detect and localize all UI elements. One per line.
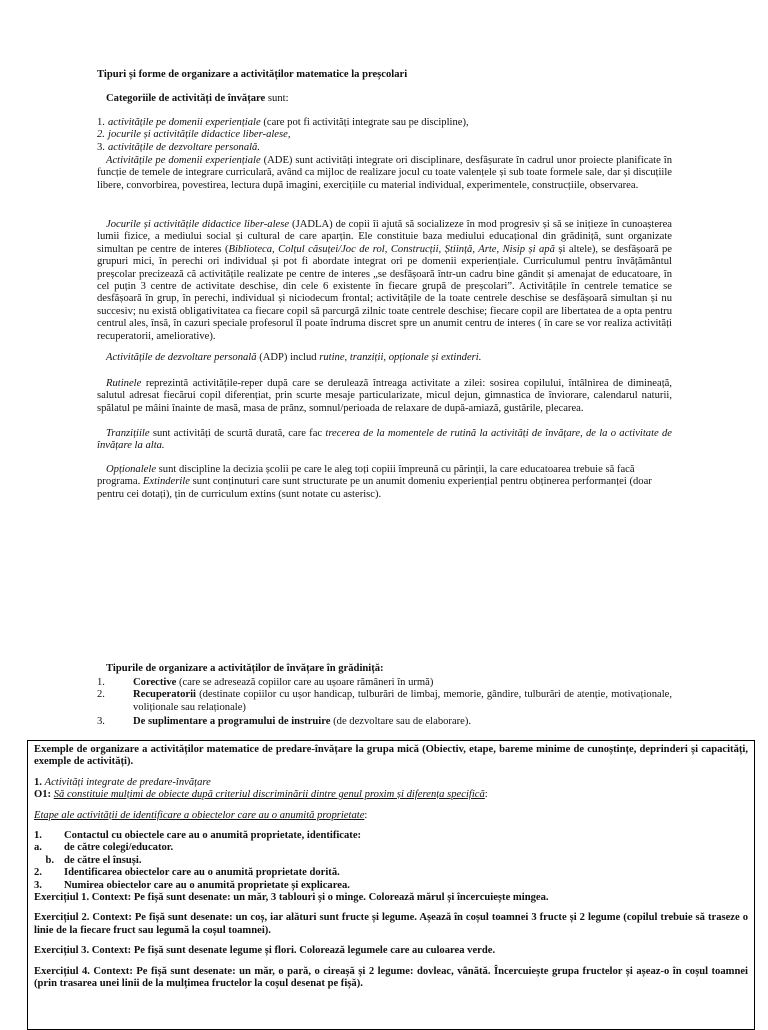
step-text: Numirea obiectelor care au o anumită proprietate și explicarea. [64,879,350,891]
step-number: a. [34,842,42,854]
paragraph-text: sunt activități de scurtă durată, care fac [149,428,326,439]
step-item [34,855,748,867]
list-number: 2. [97,689,105,701]
paragraph-lead: Opționalele [106,464,157,475]
box-subheading [34,777,748,789]
step-text: de către colegi/educator. [64,842,174,854]
box-heading: Exemple de organizare a activităților matematice de predare-învățare la grupa mică (Obiectiv, etape, bareme minime de cunoștințe, deprinderi și capacități, exemple de activități). [34,744,748,768]
paragraph-text: și altele), se desfășoară pe grupuri mici, în perechi ori individual și pot fi abordate integrat ori pe domenii experiențiale. Curriculumul pentru învățământul preșcolar precizează că activitățile realizate pe centre de interes „se desfășoară într-un cadru bine gândit și amenajat de educatoare, în cel puțin 3 centre de activitate deschise, din cele 6 existente în fiecare grupă de preșcolari”. Activitățile în centrele tematice se desfășoară în grup, în perechi, individual și niciodecum frontal; activitățile de la toate centrele deschise se desfășoară simultan și nu succesiv; nu există obligativitatea ca fiecare copil să parcurgă zilnic toate centrele deschise; fiecare copil are libertatea de a opta pentru centrul ales, însă, în cazuri speciale profesorul îl poate îndruma discret spre un anumit centru de interes ( în care se vor realiza activități recuperatorii, ameliorative). [97,243,672,342]
paragraph-adp [97,352,672,364]
step-number: 3. [34,879,42,891]
list-number: 2. [97,129,105,141]
list-item-rest: (destinate copiilor cu ușor handicap, tulburări de limbaj, memorie, gândire, tulburări de atenție, motivaționale, voliționale sau relaționale) [133,689,672,713]
step-number: 1. [34,830,42,842]
step-item [34,830,748,842]
categories-heading-rest: sunt: [265,93,289,104]
paragraph-text: sunt discipline la decizia școlii pe care le aleg toți copiii împreună cu părinții, la care educatoarea trebuie să facă programa. [97,464,635,488]
exercise: Exercițiul 2. Context: Pe fișă sunt desenate: un coș, iar alături sunt fructe și legume. Așează în coșul toamnei 3 fructe și 2 legume (copilul trebuie să traseze o linie de la fiecare fruct sau legumă la coșul toamnei). [34,912,748,936]
paragraph-italic: trecerea de la momentele de rutină la activități de învățare, de la o activitate de învățare la alta. [97,428,672,452]
list-item-italic: activitățile de dezvoltare personală. [108,141,261,153]
list-item-rest: (de dezvoltare sau de elaborare). [330,716,472,728]
paragraph-text: sunt conținuturi care sunt structurate pe un anumit domeniu experiențial pentru obținerea performanței (doar pentru cei dotați), țin de curriculum extins (sunt notate cu asterisc). [97,476,652,500]
exercise: Exercițiul 3. Context: Pe fișă sunt desenate legume și flori. Colorează legumele care au culoarea verde. [34,945,496,957]
example-box [27,740,755,1030]
list-item-rest: (care pot fi activități integrate sau pe discipline), [260,117,469,128]
paragraph-lead: Jocurile și activitățile didactice liber-alese [106,219,290,230]
paragraph-text: (ADE) sunt activități integrate ori disciplinare, desfășurate în cadrul unor proiecte planificate în funcție de temele de integrare curriculară, având ca mijloc de realizare jocul cu toate valențele și sub toate formele sale, dar și discuțiile libere, convorbirea, povestirea, lectura după imagini, exercițiile cu material individual, experimentele, construcțiile, observarea. [97,155,672,191]
paragraph-centers: Biblioteca, Colțul căsuței/Joc de rol, Construcții, Știință, Arte, Nisip și apă [228,243,555,255]
paragraph-items: rutine, tranziții, opționale și extinderi. [319,352,482,363]
step-text: de către el însuși. [64,854,142,866]
page-title: Tipuri și forme de organizare a activităților matematice la preșcolari [97,69,408,80]
list-item [97,689,672,714]
categories-heading-bold: Categoriile de activități de învățare [106,93,266,104]
step-text: Identificarea obiectelor care au o anumită proprietate dorită. [64,867,340,879]
paragraph-optionale [97,464,672,501]
paragraph-tranzitii [97,428,672,453]
steps-list [34,830,748,892]
paragraph-lead: Rutinele [106,378,142,389]
paragraph-lead: Activitățile pe domenii experiențiale [106,155,261,166]
step-number: 2. [34,867,42,879]
etape-line [34,810,748,822]
exercise: Exercițiul 4. Context: Pe fișă sunt desenate: un măr, o pară, o cireașă și 2 legume: dovleac, vânătă. Încercuiește grupa fructelor și așeaz-o în coșul toamnei (prin trasarea unei linii de la mulțimea fructelor la coșul desenat pe fișă). [34,965,748,990]
objective-line [34,789,748,801]
list-number: 3. [97,141,105,153]
forms-heading: Tipurile de organizare a activităților de învățare în grădiniță: [106,663,384,674]
paragraph-lead: Tranzițiile [106,428,150,439]
category-list [97,117,672,154]
objective-text: Să constituie mulțimi de obiecte după criteriul discriminării dintre genul proxim și diferența specifică [53,789,485,801]
paragraph-text: (ADP) includ [256,352,320,363]
paragraph-text: (JADLA) de copii îi ajută să socializeze în mod progresiv și să se inițieze în cunoașterea lumii fizice, a mediului social și cultural de care aparțin. Ele constituie baza mediului educațional din grădiniță, sunt organizate simultan pe centre de interes ( [97,219,672,255]
etape-end: : [364,809,368,821]
list-item [97,716,672,728]
forms-list [97,677,672,729]
list-item [97,142,672,154]
step-item [34,880,748,892]
list-number: 1. [97,677,105,688]
box-subheading-text: Activități integrate de predare-învățare [44,776,211,788]
paragraph-jadla [97,219,672,343]
categories-heading [97,93,681,105]
step-number: b. [45,854,54,866]
step-item [34,867,748,879]
objective-label: O1: [34,789,52,801]
box-subheading-number: 1. [34,776,42,788]
list-item-italic: jocurile și activitățile didactice liber-alese, [108,129,291,141]
list-item-italic: activitățile pe domenii experiențiale [108,117,261,128]
objective-end: : [484,789,488,801]
paragraph-lead-2: Extinderile [142,476,190,488]
list-number: 3. [97,716,105,728]
step-text: Contactul cu obiectele care au o anumită proprietate, identificate: [64,830,362,842]
exercise: Exercițiul 1. Context: Pe fișă sunt desenate: un măr, 3 tablouri și o minge. Colorează mărul și încercuiește mingea. [34,892,549,904]
paragraph-ade [97,155,672,192]
list-item-bold: Recuperatorii [133,689,196,701]
list-item-bold: De suplimentare a programului de instruire [133,716,331,728]
list-item [97,129,672,141]
paragraph-lead: Activitățile de dezvoltare personală [106,352,257,363]
list-item-bold: Corective [133,677,177,688]
paragraph-rutine [97,378,672,415]
list-number: 1. [97,117,105,128]
list-item-rest: (care se adresează copiilor care au ușoare rămâneri în urmă) [176,677,434,688]
paragraph-text: reprezintă activitățile-reper după care se derulează întreaga activitate a zilei: sosirea copilului, întâlnirea de dimineață, salutul adresat fiecărui copil diferențiat, prin scurte mesaje particularizate, micul dejun, gimnastica de înviorare, calendarul naturii, spălatul pe mâini înainte de masă, masa de prânz, somnul/perioada de relaxare de după-amiază, gustările, plecarea. [97,378,672,414]
step-item [34,842,748,854]
list-item [97,677,672,689]
etape-text: Etape ale activității de identificare a obiectelor care au o anumită proprietate [34,809,365,821]
list-item [97,117,672,129]
